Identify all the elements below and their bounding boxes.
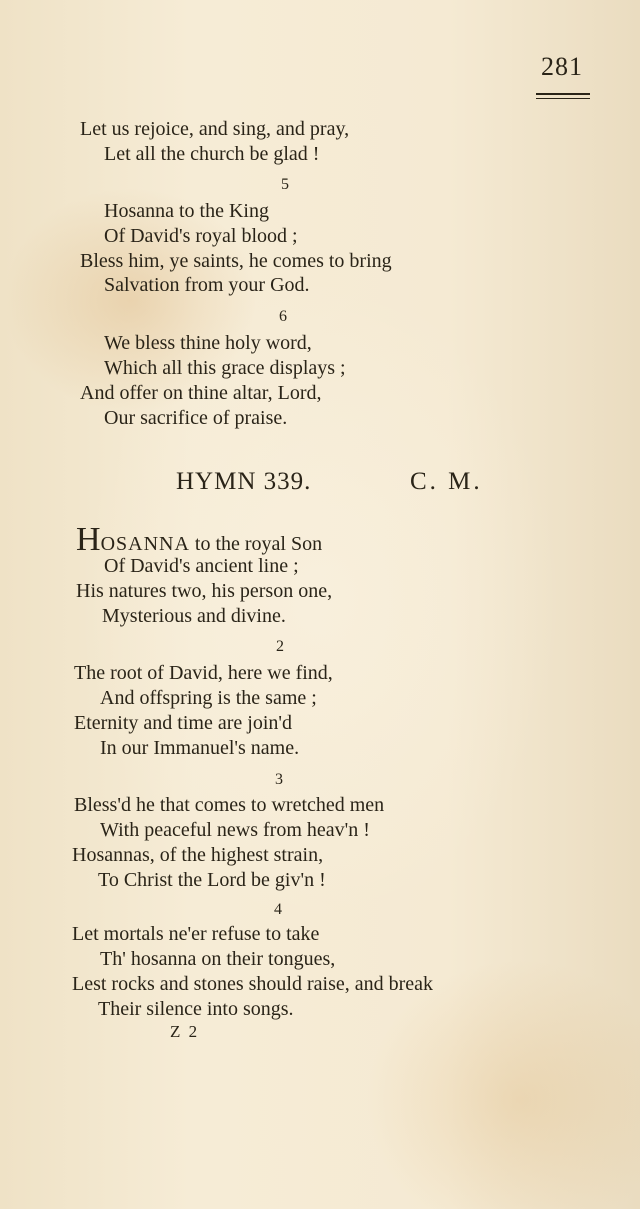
stanza-number: 5 [281, 176, 289, 193]
hymn-title: HYMN 339. [176, 468, 312, 495]
stanza-number: 2 [276, 638, 284, 655]
verse-line: Let all the church be glad ! [104, 143, 320, 165]
first-line [76, 521, 323, 558]
verse-line: Let us rejoice, and sing, and pray, [80, 118, 350, 140]
verse-line: And offspring is the same ; [100, 687, 317, 709]
verse-line: Bless him, ye saints, he comes to bring [80, 250, 392, 272]
stanza-number: 3 [275, 771, 283, 788]
verse-line: Th' hosanna on their tongues, [100, 948, 336, 970]
verse-line: To Christ the Lord be giv'n ! [98, 869, 326, 891]
verse-line: Let mortals ne'er refuse to take [72, 923, 320, 945]
verse-line: Of David's royal blood ; [104, 225, 298, 247]
verse-line: In our Immanuel's name. [100, 737, 300, 759]
header-rule-thin [536, 98, 590, 99]
verse-line: Our sacrifice of praise. [104, 407, 288, 429]
verse-line: With peaceful news from heav'n ! [100, 819, 370, 841]
hymn-meter: C. M. [410, 468, 483, 495]
verse-line: His natures two, his person one, [76, 580, 333, 602]
stanza-number: 6 [279, 308, 287, 325]
verse-line: Eternity and time are join'd [74, 712, 292, 734]
header-rule [536, 93, 590, 95]
first-word-rest: OSANNA [100, 533, 190, 555]
first-line-rest: to the royal Son [194, 533, 323, 555]
verse-line: Of David's ancient line ; [104, 555, 299, 577]
stanza-number: 4 [274, 901, 282, 918]
verse-line: We bless thine holy word, [104, 332, 312, 354]
verse-line: And offer on thine altar, Lord, [80, 382, 322, 404]
page-number: 281 [541, 52, 583, 81]
verse-line: Lest rocks and stones should raise, and break [72, 973, 434, 995]
drop-cap: H [76, 521, 101, 558]
verse-line: Which all this grace displays ; [104, 357, 346, 379]
verse-line: Bless'd he that comes to wretched men [74, 794, 385, 816]
verse-line: Mysterious and divine. [102, 605, 286, 627]
verse-line: Hosanna to the King [104, 200, 269, 222]
signature-mark: Z 2 [170, 1022, 200, 1041]
verse-line: Salvation from your God. [104, 274, 310, 296]
verse-line: The root of David, here we find, [74, 662, 333, 684]
verse-line: Hosannas, of the highest strain, [72, 844, 324, 866]
verse-line: Their silence into songs. [98, 998, 294, 1020]
